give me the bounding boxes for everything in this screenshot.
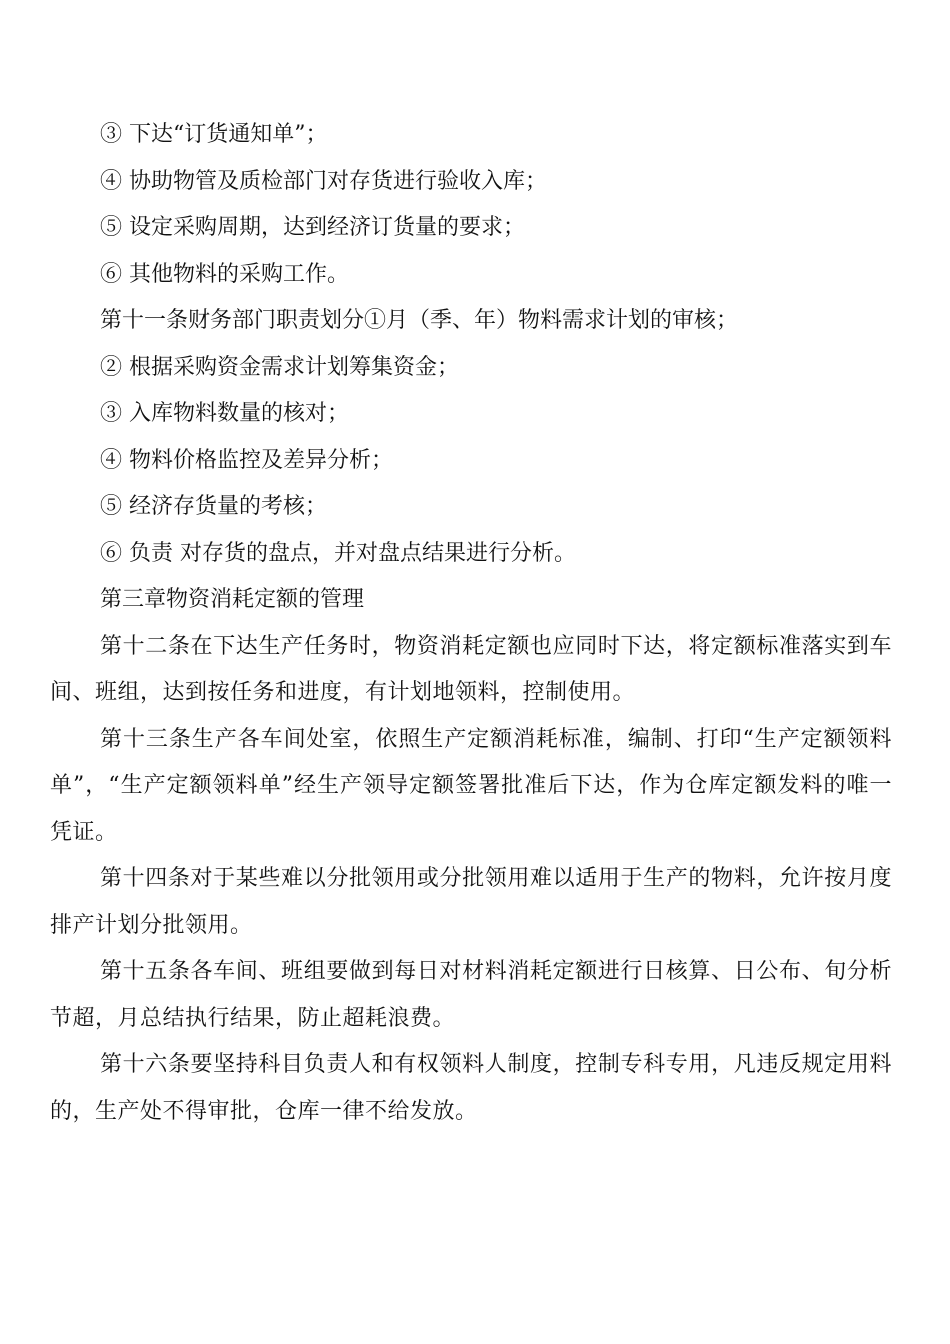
list-item: ⑥ 其他物料的采购工作。: [100, 261, 349, 287]
list-item: ④ 物料价格监控及差异分析；: [100, 447, 393, 473]
list-item: ⑥ 负责 对存货的盘点，并对盘点结果进行分析。: [100, 540, 576, 566]
list-item: ② 根据采购资金需求计划筹集资金；: [100, 354, 459, 380]
list-item: ③ 下达“订货通知单”；: [100, 122, 328, 147]
list-item: ③ 入库物料数量的核对；: [100, 401, 349, 426]
article-11: 第十一条财务部门职责划分①月（季、年）物料需求计划的审核；: [100, 308, 739, 333]
article-15: 第十五条各车间、班组要做到每日对材料消耗定额进行日核算、日公布、旬分析节超，月总结执行结果，防止超耗浪费。: [50, 959, 892, 1031]
article-12: 第十二条在下达生产任务时，物资消耗定额也应同时下达，将定额标准落实到车间、班组，达到按任务和进度，有计划地领料，控制使用。: [50, 633, 892, 705]
article-16: 第十六条要坚持科目负责人和有权领料人制度，控制专科专用，凡违反规定用料的，生产处不得审批，仓库一律不给发放。: [50, 1052, 892, 1124]
chapter-title: 第三章物资消耗定额的管理: [100, 587, 365, 612]
list-item: ④ 协助物管及质检部门对存货进行验收入库；: [100, 168, 547, 194]
article-13: 第十三条生产各车间处室，依照生产定额消耗标准，编制、打印“生产定额领料单”，“生产定额领料单”经生产领导定额签署批准后下达，作为仓库定额发料的唯一凭证。: [50, 726, 892, 845]
article-14: 第十四条对于某些难以分批领用或分批领用难以适用于生产的物料，允许按月度排产计划分批领用。: [50, 866, 892, 938]
list-item: ⑤ 经济存货量的考核；: [100, 494, 327, 519]
list-item: ⑤ 设定采购周期，达到经济订货量的要求；: [100, 215, 525, 240]
document-body: [50, 112, 892, 1135]
